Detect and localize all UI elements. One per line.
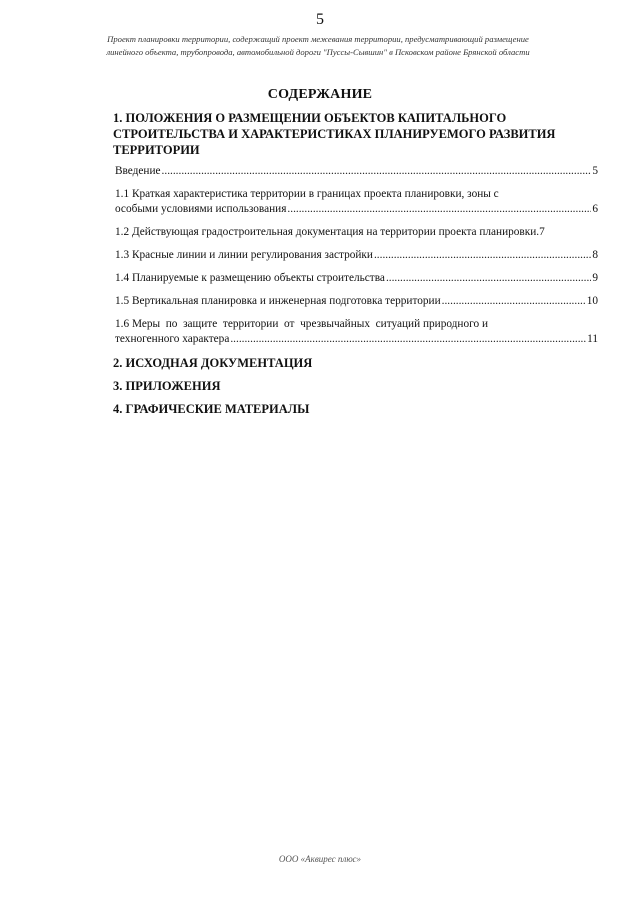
toc-section-3-heading[interactable]: 3. ПРИЛОЖЕНИЯ xyxy=(113,379,221,393)
toc-entry-label: Введение xyxy=(115,165,161,177)
toc-entry-label: 1.5 Вертикальная планировка и инженерная подготовка территории xyxy=(115,295,441,307)
toc-entry-line xyxy=(115,202,598,217)
table-of-contents xyxy=(113,110,598,417)
toc-entry-line xyxy=(115,164,598,179)
toc-entry-line xyxy=(115,225,598,240)
toc-entry-label: 1.2 Действующая градостроительная документация на территории проекта планировки. xyxy=(115,226,540,238)
toc-entry-line xyxy=(115,294,598,309)
toc-entry-label: 1.4 Планируемые к размещению объекты строительства xyxy=(115,272,385,284)
toc-entry-1-4[interactable] xyxy=(113,271,598,286)
toc-entry-line xyxy=(115,248,598,263)
toc-section-4-heading[interactable]: 4. ГРАФИЧЕСКИЕ МАТЕРИАЛЫ xyxy=(113,402,310,416)
toc-entry-line xyxy=(115,332,598,347)
toc-entry-page: 8 xyxy=(592,249,598,261)
company-footer: ООО «Аквирес плюс» xyxy=(278,854,362,864)
toc-entry-label-first-line: 1.1 Краткая характеристика территории в границах проекта планировки, зоны с xyxy=(115,188,499,200)
toc-entry-1-2[interactable] xyxy=(113,225,598,240)
dot-leader xyxy=(230,332,586,347)
dot-leader xyxy=(442,294,586,309)
toc-entry-1-3[interactable] xyxy=(113,248,598,263)
toc-entry-page: 11 xyxy=(587,333,598,345)
toc-entry-label: техногенного характера xyxy=(115,333,230,345)
toc-entry-line xyxy=(115,271,598,286)
toc-entry-label: особыми условиями использования xyxy=(115,203,287,215)
toc-entry-label: 1.3 Красные линии и линии регулирования застройки xyxy=(115,249,373,261)
toc-entry-1-1[interactable] xyxy=(113,187,598,217)
toc-title: СОДЕРЖАНИЕ xyxy=(267,87,373,102)
toc-entry-page: 9 xyxy=(592,272,598,284)
running-header: Проект планировки территории, содержащий проект межевания территории, предусматривающий размещение линейного объекта, трубопровода, автомобильной дороги "Пуссы-Сывшин" в Псковском районе Брянской области xyxy=(106,34,530,57)
dot-leader xyxy=(386,271,591,286)
toc-entry-page: 6 xyxy=(592,203,598,215)
toc-entry-page: 5 xyxy=(592,165,598,177)
dot-leader xyxy=(374,248,591,263)
toc-section-2-heading[interactable]: 2. ИСХОДНАЯ ДОКУМЕНТАЦИЯ xyxy=(113,356,313,370)
page-number: 5 xyxy=(316,11,324,28)
toc-entry-label-first-line: 1.6 Меры по защите территории от чрезвычайных ситуаций природного и xyxy=(115,318,488,330)
dot-leader xyxy=(162,164,592,179)
toc-entry-page: 10 xyxy=(586,295,598,307)
toc-entry-1-5[interactable] xyxy=(113,294,598,309)
toc-entry-1-6[interactable] xyxy=(113,317,598,347)
dot-leader xyxy=(287,202,591,217)
toc-section-1-heading[interactable]: 1. ПОЛОЖЕНИЯ О РАЗМЕЩЕНИИ ОБЪЕКТОВ КАПИТАЛЬНОГО СТРОИТЕЛЬСТВА И ХАРАКТЕРИСТИКАХ ПЛАНИРУЕМОГО РАЗВИТИЯ ТЕРРИТОРИИ xyxy=(113,111,556,157)
toc-entry-introduction[interactable] xyxy=(113,164,598,179)
toc-entry-page: 7 xyxy=(539,226,545,238)
